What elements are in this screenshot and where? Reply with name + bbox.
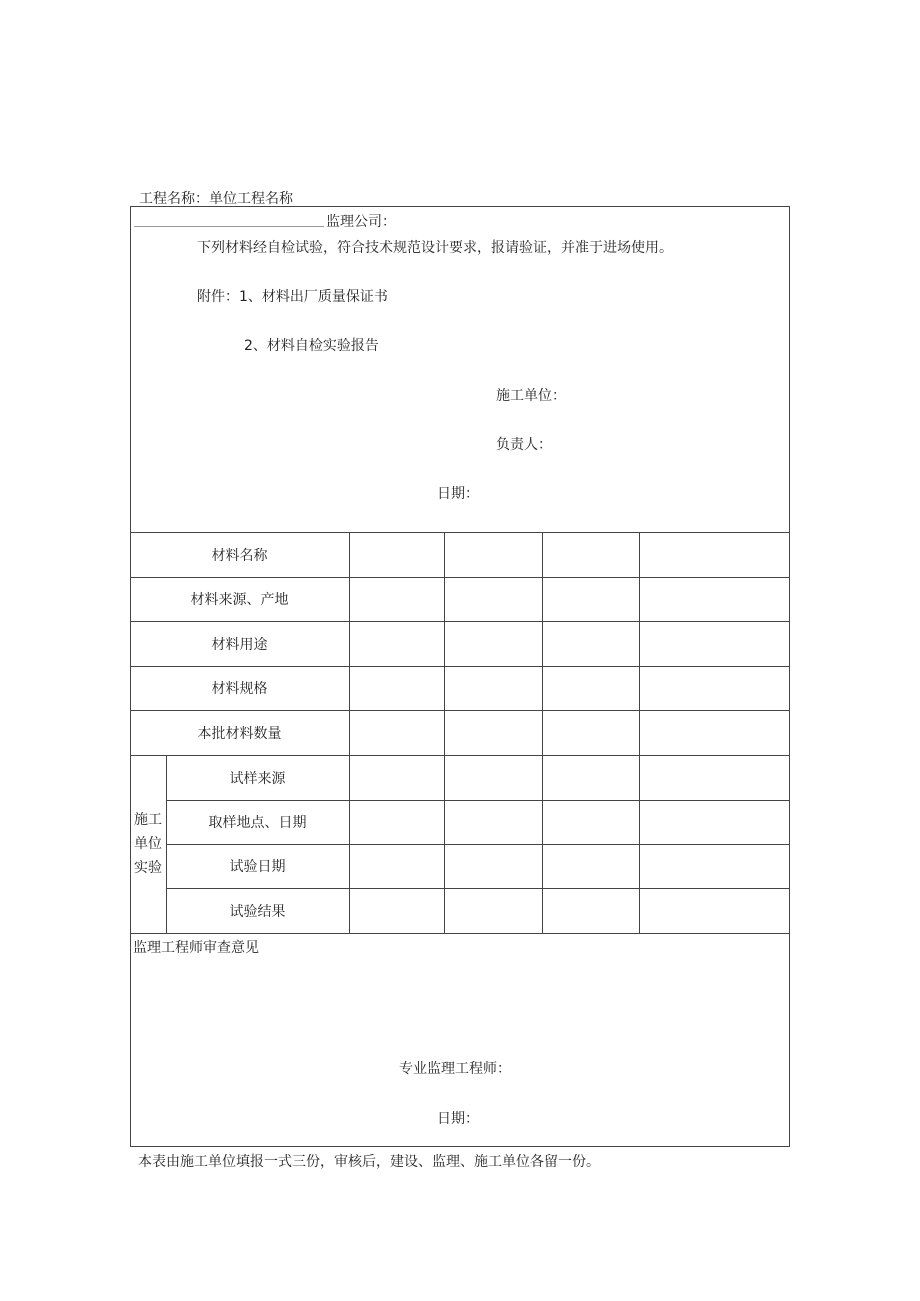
row-label-test-date: 试验日期 bbox=[229, 859, 286, 875]
row-label-material-source: 材料来源、产地 bbox=[190, 592, 289, 608]
application-statement: 下列材料经自检试验，符合技术规范设计要求，报请验证，并准于进场使用。 bbox=[197, 240, 673, 256]
test-group-label-line: 单位 bbox=[134, 836, 162, 852]
engineer-label: 专业监理工程师： bbox=[399, 1061, 511, 1077]
project-name-label: 工程名称：单位工程名称 bbox=[139, 191, 293, 207]
test-group-label-line: 施工 bbox=[134, 812, 162, 828]
row-label-sample-source: 试样来源 bbox=[229, 770, 286, 787]
contractor-label: 施工单位： bbox=[496, 388, 566, 404]
supervisor-company-label: 监理公司： bbox=[326, 214, 396, 230]
test-group-label-line: 实验 bbox=[134, 860, 162, 876]
row-label-material-use: 材料用途 bbox=[211, 636, 268, 653]
row-label-material-name: 材料名称 bbox=[211, 547, 268, 564]
footer-note: 本表由施工单位填报一式三份，审核后，建设、监理、施工单位各留一份。 bbox=[138, 1154, 600, 1170]
table-column-line bbox=[349, 532, 350, 933]
test-group-label bbox=[130, 755, 166, 933]
review-title: 监理工程师审查意见 bbox=[133, 940, 259, 956]
responsible-person-label: 负责人： bbox=[496, 437, 552, 453]
application-date-label: 日期： bbox=[437, 486, 479, 502]
supervisor-company-blank[interactable] bbox=[134, 226, 324, 227]
attachment-1: 附件：1、材料出厂质量保证书 bbox=[197, 289, 388, 305]
attachment-2: 2、材料自检实验报告 bbox=[244, 338, 379, 354]
row-label-sampling-place-date: 取样地点、日期 bbox=[208, 815, 307, 831]
row-label-material-quantity: 本批材料数量 bbox=[197, 725, 282, 742]
table-bottom-line bbox=[130, 933, 790, 934]
table-column-line bbox=[444, 532, 445, 933]
table-column-line bbox=[542, 532, 543, 933]
review-date-label: 日期： bbox=[437, 1111, 479, 1127]
table-column-line bbox=[639, 532, 640, 933]
row-label-material-spec: 材料规格 bbox=[211, 681, 268, 697]
row-label-test-result: 试验结果 bbox=[229, 903, 286, 920]
